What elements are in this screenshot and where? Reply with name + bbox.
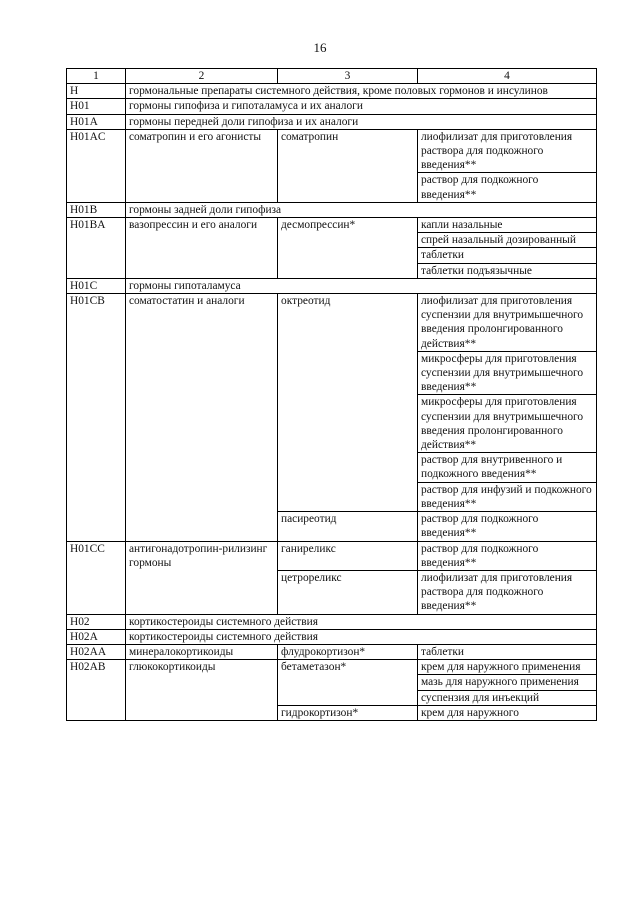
- dosage-form: таблетки: [418, 644, 597, 659]
- atc-code: H01CC: [67, 541, 126, 614]
- atc-code: H01C: [67, 278, 126, 293]
- atc-code: H01AC: [67, 129, 126, 202]
- page-number: 16: [313, 40, 327, 55]
- atc-code: H02: [67, 614, 126, 629]
- dosage-form: таблетки подъязычные: [418, 263, 597, 278]
- atc-group-name: соматостатин и аналоги: [126, 294, 278, 541]
- dosage-form: раствор для подкожного введения**: [418, 541, 597, 570]
- group-row: [67, 99, 597, 114]
- column-header-row: [67, 69, 597, 84]
- group-name: гормоны гипофиза и гипоталамуса и их аналоги: [126, 99, 597, 114]
- group-name: кортикостероиды системного действия: [126, 629, 597, 644]
- group-row: [67, 614, 597, 629]
- table-row: [67, 218, 597, 233]
- table-row: [67, 644, 597, 659]
- dosage-form: лиофилизат для приготовления раствора для подкожного введения**: [418, 570, 597, 614]
- dosage-form: капли назальные: [418, 218, 597, 233]
- dosage-form: раствор для внутривенного и подкожного введения**: [418, 453, 597, 482]
- column-header: 1: [67, 69, 126, 84]
- drug-name: бетаметазон*: [278, 660, 418, 706]
- atc-group-name: соматропин и его агонисты: [126, 129, 278, 202]
- atc-code: H02A: [67, 629, 126, 644]
- group-name: гормоны передней доли гипофиза и их аналоги: [126, 114, 597, 129]
- dosage-form: крем для наружного применения: [418, 660, 597, 675]
- drug-name: пасиреотид: [278, 512, 418, 541]
- group-name: гормоны гипоталамуса: [126, 278, 597, 293]
- group-name: гормоны задней доли гипофиза: [126, 202, 597, 217]
- group-name: гормональные препараты системного действия, кроме половых гормонов и инсулинов: [126, 84, 597, 99]
- dosage-form: раствор для инфузий и подкожного введения**: [418, 482, 597, 511]
- group-row: [67, 114, 597, 129]
- atc-group-name: антигонадотропин-рилизинг гормоны: [126, 541, 278, 614]
- atc-code: H01CB: [67, 294, 126, 541]
- column-header: 3: [278, 69, 418, 84]
- drug-table: [66, 68, 597, 721]
- column-header: 4: [418, 69, 597, 84]
- dosage-form: таблетки: [418, 248, 597, 263]
- atc-code: H01: [67, 99, 126, 114]
- drug-name: гидрокортизон*: [278, 705, 418, 720]
- table-row: [67, 294, 597, 352]
- table-body: [67, 69, 597, 721]
- table-row: [67, 129, 597, 173]
- drug-name: флудрокортизон*: [278, 644, 418, 659]
- group-name: кортикостероиды системного действия: [126, 614, 597, 629]
- drug-name: цетрореликс: [278, 570, 418, 614]
- atc-group-name: минералокортикоиды: [126, 644, 278, 659]
- dosage-form: лиофилизат для приготовления раствора для подкожного введения**: [418, 129, 597, 173]
- dosage-form: мазь для наружного применения: [418, 675, 597, 690]
- atc-group-name: вазопрессин и его аналоги: [126, 218, 278, 279]
- dosage-form: микросферы для приготовления суспензии для внутримышечного введения**: [418, 351, 597, 395]
- atc-group-name: глюкокортикоиды: [126, 660, 278, 721]
- dosage-form: суспензия для инъекций: [418, 690, 597, 705]
- dosage-form: крем для наружного: [418, 705, 597, 720]
- drug-name: десмопрессин*: [278, 218, 418, 279]
- dosage-form: микросферы для приготовления суспензии для внутримышечного введения пролонгированного действия**: [418, 395, 597, 453]
- atc-code: H01B: [67, 202, 126, 217]
- drug-name: октреотид: [278, 294, 418, 512]
- group-row: [67, 202, 597, 217]
- group-row: [67, 84, 597, 99]
- drug-name: соматропин: [278, 129, 418, 202]
- dosage-form: раствор для подкожного введения**: [418, 173, 597, 202]
- group-row: [67, 278, 597, 293]
- group-row: [67, 629, 597, 644]
- table-row: [67, 541, 597, 570]
- atc-code: H01BA: [67, 218, 126, 279]
- dosage-form: раствор для подкожного введения**: [418, 512, 597, 541]
- atc-code: H01A: [67, 114, 126, 129]
- atc-code: H02AA: [67, 644, 126, 659]
- atc-code: H02AB: [67, 660, 126, 721]
- table-row: [67, 660, 597, 675]
- dosage-form: спрей назальный дозированный: [418, 233, 597, 248]
- drug-name: ганиреликс: [278, 541, 418, 570]
- dosage-form: лиофилизат для приготовления суспензии для внутримышечного введения пролонгированного действия**: [418, 294, 597, 352]
- atc-code: H: [67, 84, 126, 99]
- column-header: 2: [126, 69, 278, 84]
